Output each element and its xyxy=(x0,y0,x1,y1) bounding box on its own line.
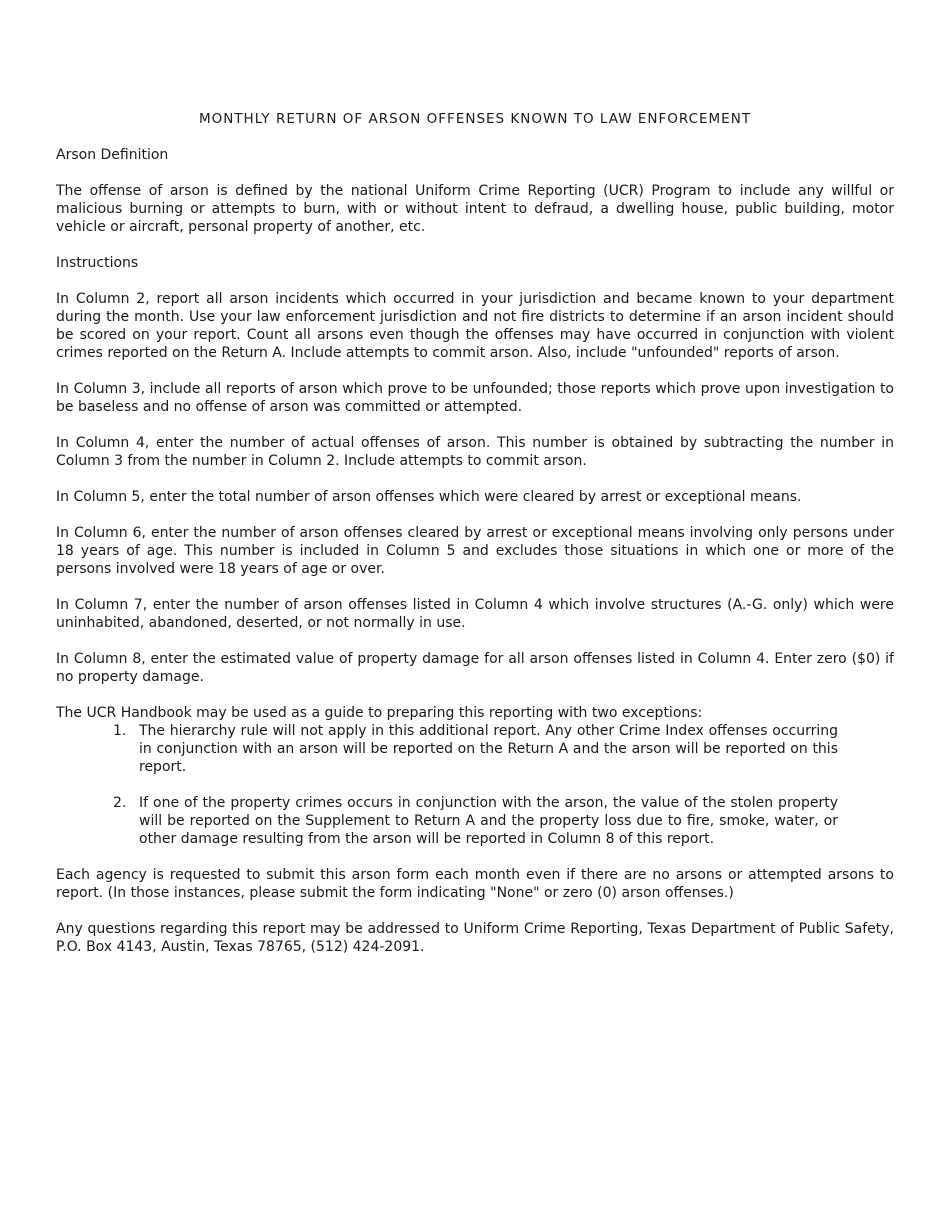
definition-heading: Arson Definition xyxy=(56,147,169,163)
exception-item xyxy=(113,722,838,776)
document-title: MONTHLY RETURN OF ARSON OFFENSES KNOWN TO LAW ENFORCEMENT xyxy=(198,111,752,127)
instruction-column-4: In Column 4, enter the number of actual offenses of arson. This number is obtained by subtracting the number in Column 3 from the number in Column 2. Include attempts to commit arson. xyxy=(56,435,894,469)
instruction-column-5: In Column 5, enter the total number of arson offenses which were cleared by arrest or exceptional means. xyxy=(56,489,802,505)
handbook-intro: The UCR Handbook may be used as a guide to preparing this reporting with two exceptions: xyxy=(56,705,703,721)
exception-number: 1. xyxy=(113,723,127,739)
exception-text: The hierarchy rule will not apply in this additional report. Any other Crime Index offenses occurring in conjunction with an arson will be reported on the Return A and the arson will be reported on this report. xyxy=(139,723,838,775)
instruction-column-3: In Column 3, include all reports of arson which prove to be unfounded; those reports which prove upon investigation to be baseless and no offense of arson was committed or attempted. xyxy=(56,381,894,415)
submission-note: Each agency is requested to submit this arson form each month even if there are no arsons or attempted arsons to report. (In those instances, please submit the form indicating "None" or zero (0) arson offenses.) xyxy=(56,867,894,901)
definition-paragraph: The offense of arson is defined by the national Uniform Crime Reporting (UCR) Program to include any willful or malicious burning or attempts to burn, with or without intent to defraud, a dwelling house, public building, motor vehicle or aircraft, personal property of another, etc. xyxy=(56,183,894,235)
instruction-column-7: In Column 7, enter the number of arson offenses listed in Column 4 which involve structures (A.-G. only) which were uninhabited, abandoned, deserted, or not normally in use. xyxy=(56,597,894,631)
instruction-column-8: In Column 8, enter the estimated value of property damage for all arson offenses listed in Column 4. Enter zero ($0) if no property damage. xyxy=(56,651,894,685)
exception-item xyxy=(113,794,838,848)
exception-text: If one of the property crimes occurs in conjunction with the arson, the value of the stolen property will be reported on the Supplement to Return A and the property loss due to fire, smoke, water, or other damage resulting from the arson will be reported in Column 8 of this report. xyxy=(139,795,838,847)
instruction-column-6: In Column 6, enter the number of arson offenses cleared by arrest or exceptional means involving only persons under 18 years of age. This number is included in Column 5 and excludes those situations in which one or more of the persons involved were 18 years of age or over. xyxy=(56,525,894,577)
instruction-column-2: In Column 2, report all arson incidents which occurred in your jurisdiction and became known to your department during the month. Use your law enforcement jurisdiction and not fire districts to determine if an arson incident should be scored on your report. Count all arsons even though the offenses may have occurred in conjunction with violent crimes reported on the Return A. Include attempts to commit arson. Also, include "unfounded" reports of arson. xyxy=(56,291,894,361)
instructions-heading: Instructions xyxy=(56,255,139,271)
document-page xyxy=(56,110,894,974)
contact-note: Any questions regarding this report may be addressed to Uniform Crime Reporting, Texas Department of Public Safety, P.O. Box 4143, Austin, Texas 78765, (512) 424-2091. xyxy=(56,921,894,955)
exception-number: 2. xyxy=(113,795,127,811)
exceptions-list xyxy=(56,722,838,848)
